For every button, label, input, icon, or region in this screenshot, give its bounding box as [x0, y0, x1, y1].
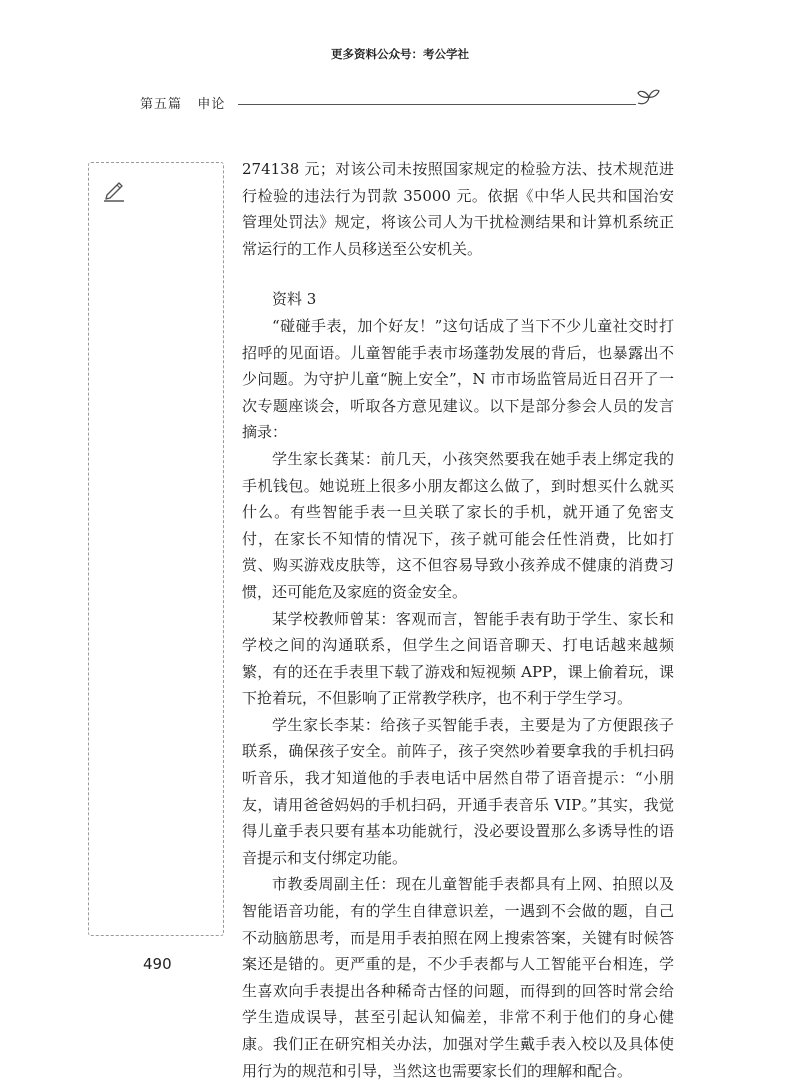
top-banner: 更多资料公众号：考公学社 [331, 47, 469, 61]
page-number: 490 [143, 955, 172, 973]
article-body [242, 156, 674, 1084]
continuation-paragraph: 274138 元；对该公司未按照国家规定的检验方法、技术规范进行检验的违法行为罚款 35000 元。依据《中华人民共和国治安管理处罚法》规定，将该公司人为干扰检测结果和计算机系统正常运行的工作人员移送至公安机关。 [242, 160, 674, 258]
paragraph: 某学校教师曾某：客观而言，智能手表有助于学生、家长和学校之间的沟通联系，但学生之间语音聊天、打电话越来越频繁，有的还在手表里下载了游戏和短视频 APP，课上偷着玩，课下抢着玩，不但影响了正常教学秩序，也不利于学生学习。 [242, 609, 674, 708]
paragraph: 市教委周副主任：现在儿童智能手表都具有上网、拍照以及智能语音功能，有的学生自律意识差，一遇到不会做的题，自己不动脑筋思考，而是用手表拍照在网上搜索答案，关键有时候答案还是错的。更严重的是，不少手表都与人工智能平台相连，学生喜欢向手表提出各种稀奇古怪的问题，而得到的回答时常会给学生造成误导，甚至引起认知偏差，非常不利于他们的身心健康。我们正在研究相关办法，加强对学生戴手表入校以及具体使用行为的规范和引导，当然这也需要家长们的理解和配合。 [242, 875, 674, 1080]
chapter-subject: 申论 [197, 97, 226, 112]
paragraph: 学生家长龚某：前几天，小孩突然要我在她手表上绑定我的手机钱包。她说班上很多小朋友都这么做了，到时想买什么就买什么。有些智能手表一旦关联了家长的手机，就开通了免密支付，在家长不知情的情况下，孩子就可能会任性消费，比如打赏、购买游戏皮肤等，这不但容易导致小孩养成不健康的消费习惯，还可能危及家庭的资金安全。 [242, 449, 674, 601]
paragraph: “碰碰手表，加个好友！”这句话成了当下不少儿童社交时打招呼的见面语。儿童智能手表市场蓬勃发展的背后，也暴露出不少问题。为守护儿童“腕上安全”，N 市市场监管局近日召开了一次专题座谈会，听取各方意见建议。以下是部分参会人员的发言摘录： [242, 316, 674, 442]
paragraph: 学生家长李某：给孩子买智能手表，主要是为了方便跟孩子联系，确保孩子安全。前阵子，孩子突然吵着要拿我的手机扫码听音乐，我才知道他的手表电话中居然自带了语音提示：“小朋友，请用爸爸妈妈的手机扫码，开通手表音乐 VIP。”其实，我觉得儿童手表只要有基本功能就行，没必要设置那么多诱导性的语音提示和支付绑定功能。 [242, 715, 674, 867]
chapter-part: 第五篇 [140, 97, 183, 112]
chapter-title [140, 93, 225, 112]
pencil-icon [101, 177, 127, 203]
sprout-icon [634, 87, 660, 109]
chapter-header [140, 93, 660, 115]
header-rule [238, 104, 636, 105]
note-column [88, 162, 224, 936]
section-heading: 资料 3 [272, 290, 317, 309]
